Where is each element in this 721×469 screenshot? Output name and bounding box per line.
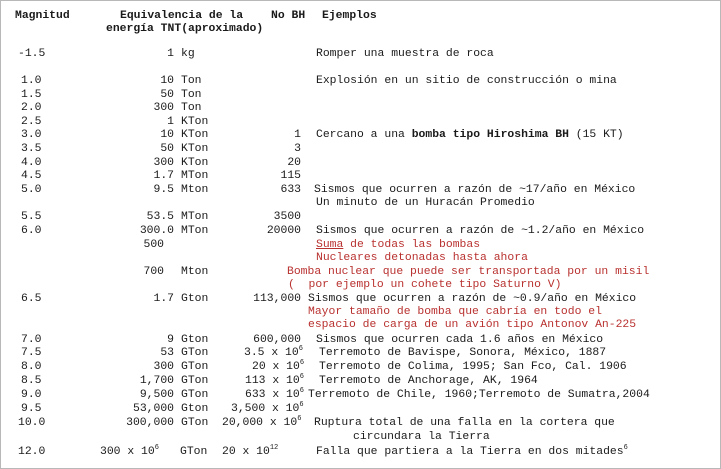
header-no-bh: No BH	[271, 10, 306, 22]
row-energy-value: 300	[153, 102, 174, 114]
row-magnitude: -1.5	[18, 48, 46, 60]
row-magnitude: 1.0	[21, 75, 42, 87]
row-energy-unit: Ton	[181, 102, 202, 114]
row-bomb-count: 20 x $10^6$	[252, 359, 305, 373]
row-magnitude: 6.0	[21, 225, 42, 237]
row-energy-value: 9.5	[153, 184, 174, 196]
row-energy-unit: Ton	[181, 89, 202, 101]
row-example: Sismos que ocurren a razón de ~1.2/año en México	[316, 225, 645, 237]
row-magnitude: 2.0	[21, 102, 42, 114]
row-energy-unit: Gton	[181, 403, 209, 415]
row-energy-unit: GTon	[181, 417, 209, 429]
row-bomb-count: 3	[294, 143, 301, 155]
row-bomb-count: 20	[287, 157, 301, 169]
row-magnitude: 4.5	[21, 170, 42, 182]
row-magnitude: 7.0	[21, 334, 42, 346]
row-energy-value: 300 x $10^6$	[100, 444, 159, 458]
row-example-note-line2: Nucleares detonadas hasta ahora	[316, 252, 528, 264]
row-magnitude: 5.0	[21, 184, 42, 196]
row-energy-value: 10	[160, 75, 174, 87]
row-magnitude: 1.5	[21, 89, 42, 101]
row-energy-unit: GTon	[181, 347, 209, 359]
row-bomb-count: 3500	[273, 211, 301, 223]
row-energy-value: 500	[143, 239, 164, 251]
row-bomb-count: 633	[280, 184, 301, 196]
row-magnitude: 8.0	[21, 361, 42, 373]
row-energy-unit: KTon	[181, 116, 209, 128]
row-example-line2: circundara la Tierra	[353, 431, 490, 443]
row-magnitude: 6.5	[21, 293, 42, 305]
row-example: Terremoto de Chile, 1960;Terremoto de Sumatra,2004	[308, 389, 650, 401]
row-example-note: Suma de todas las bombas	[316, 239, 481, 251]
row-energy-value: 300	[153, 361, 174, 373]
row-energy-value: 9	[167, 334, 174, 346]
row-magnitude: 12.0	[18, 446, 46, 458]
row-magnitude: 5.5	[21, 211, 42, 223]
row-magnitude: 3.5	[21, 143, 42, 155]
row-magnitude: 9.5	[21, 403, 42, 415]
row-energy-unit: GTon	[181, 361, 209, 373]
row-example-line2: Un minuto de un Huracán Promedio	[316, 197, 535, 209]
row-bomb-count: 20 x $10^{12}$	[222, 444, 279, 458]
row-energy-unit: Mton	[181, 266, 209, 278]
row-energy-value: 1,700	[139, 375, 174, 387]
row-energy-unit: Mton	[181, 184, 209, 196]
row-bomb-count: 3.5 x $10^6$	[244, 345, 303, 359]
row-energy-value: 53,000	[132, 403, 174, 415]
row-energy-value: 700	[143, 266, 164, 278]
header-magnitud: Magnitud	[15, 10, 70, 22]
row-example: Cercano a una bomba tipo Hiroshima BH (15 KT)	[316, 129, 624, 141]
row-energy-value: 9,500	[139, 389, 174, 401]
row-energy-value: 1.7	[153, 293, 174, 305]
row-bomb-count: 20000	[266, 225, 301, 237]
header-ejemplos: Ejemplos	[322, 10, 377, 22]
row-example: Terremoto de Colima, 1995; San Fco, Cal. 1906	[319, 361, 627, 373]
example-highlight: bomba tipo Hiroshima BH	[411, 129, 569, 141]
row-magnitude: 2.5	[21, 116, 42, 128]
row-energy-unit: Gton	[181, 334, 209, 346]
row-energy-unit: MTon	[181, 211, 209, 223]
row-energy-value: 50	[160, 143, 174, 155]
row-example: Sismos que ocurren cada 1.6 años en México	[316, 334, 604, 346]
row-example: Explosión en un sitio de construcción o mina	[316, 75, 617, 87]
row-energy-unit: KTon	[181, 143, 209, 155]
row-energy-value: 53	[160, 347, 174, 359]
row-example: Romper una muestra de roca	[316, 48, 494, 60]
row-example-note-line2: espacio de carga de un avión tipo Antonov An-225	[308, 319, 637, 331]
row-magnitude: 3.0	[21, 129, 42, 141]
row-energy-unit: Ton	[181, 75, 202, 87]
row-bomb-count: 113 x $10^6$	[245, 373, 304, 387]
row-energy-unit: MTon	[181, 170, 209, 182]
row-example-note-line2: ( por ejemplo un cohete tipo Saturno V)	[288, 279, 562, 291]
row-bomb-count: 1	[294, 129, 301, 141]
row-energy-value: 300.0	[139, 225, 174, 237]
header-equivalencia-line2: energía TNT(aproximado)	[106, 23, 264, 35]
row-magnitude: 10.0	[18, 417, 46, 429]
row-energy-unit: GTon	[180, 446, 208, 458]
row-example: Sismos que ocurren a razón de ~0.9/año en México	[308, 293, 637, 305]
row-energy-unit: KTon	[181, 157, 209, 169]
row-magnitude: 7.5	[21, 347, 42, 359]
row-magnitude: 9.0	[21, 389, 42, 401]
row-energy-unit: MTon	[181, 225, 209, 237]
row-example: Terremoto de Anchorage, AK, 1964	[319, 375, 538, 387]
row-energy-value: 10	[160, 129, 174, 141]
row-energy-value: 1	[167, 116, 174, 128]
row-energy-unit: KTon	[181, 129, 209, 141]
header-equivalencia-line1: Equivalencia de la	[120, 10, 244, 22]
row-energy-value: 300	[153, 157, 174, 169]
row-energy-value: 1	[167, 48, 174, 60]
row-energy-value: 300,000	[126, 417, 174, 429]
row-bomb-count: 115	[280, 170, 301, 182]
row-energy-unit: kg	[181, 48, 195, 60]
row-energy-unit: GTon	[181, 389, 209, 401]
row-bomb-count: 20,000 x $10^6$	[222, 415, 302, 429]
row-example-note: Bomba nuclear que puede ser transportada por un misil	[287, 266, 650, 278]
row-energy-value: 53.5	[146, 211, 174, 223]
row-example-note: Mayor tamaño de bomba que cabría en todo el	[308, 306, 602, 318]
row-example: Falla que partiera a la Tierra en dos mitades$^6$	[316, 444, 628, 458]
row-example: Ruptura total de una falla en la cortera que	[314, 417, 615, 429]
row-energy-unit: Gton	[181, 293, 209, 305]
row-example: Terremoto de Bavispe, Sonora, México, 1887	[319, 347, 607, 359]
row-energy-unit: GTon	[181, 375, 209, 387]
row-magnitude: 8.5	[21, 375, 42, 387]
row-bomb-count: 113,000	[253, 293, 301, 305]
row-magnitude: 4.0	[21, 157, 42, 169]
row-bomb-count: 633 x $10^6$	[245, 387, 304, 401]
row-bomb-count: 600,000	[253, 334, 301, 346]
row-example: Sismos que ocurren a razón de ~17/año en México	[314, 184, 636, 196]
row-energy-value: 1.7	[153, 170, 174, 182]
row-energy-value: 50	[160, 89, 174, 101]
row-bomb-count: 3,500 x $10^6$	[231, 401, 304, 415]
